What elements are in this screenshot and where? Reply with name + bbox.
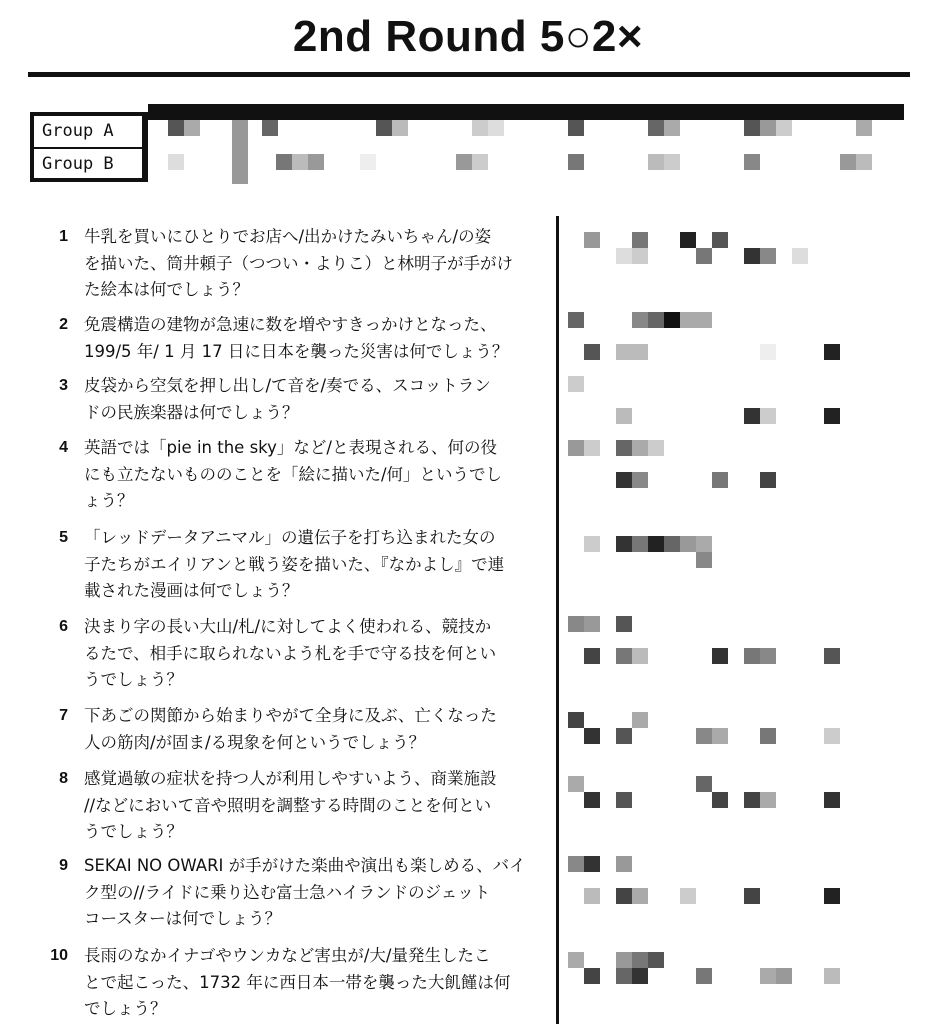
title-rule	[28, 72, 910, 77]
redaction-band	[148, 104, 904, 120]
question-number: 9	[59, 857, 68, 874]
question-text: 感覚過敏の症状を持つ人が利用しやすいよう、商業施設 //などにおいて音や照明を調整する時間のことを何とい うでしょう？	[84, 769, 497, 841]
question-text: 「レッドデータアニマル」の遺伝子を打ち込まれた女の 子たちがエイリアンと戦う姿を描いた、『なかよし』で連 載された漫画は何でしょう？	[84, 528, 505, 600]
question-number: 5	[59, 529, 68, 546]
question-number: 4	[59, 439, 68, 456]
question-number: 1	[59, 228, 68, 245]
group-b-label: Group B	[34, 147, 142, 180]
question-number: 10	[50, 947, 68, 964]
column-divider	[556, 216, 559, 1024]
group-label-box	[30, 112, 148, 182]
group-mosaic	[150, 120, 904, 186]
question-number: 8	[59, 770, 68, 787]
question-text: 皮袋から空気を押し出し/て音を/奏でる、スコットラン ドの民族楽器は何でしょう？	[84, 376, 491, 422]
question-number: 7	[59, 707, 68, 724]
question-number: 2	[59, 316, 68, 333]
group-a-label: Group A	[42, 121, 114, 141]
question-text: 牛乳を買いにひとりでお店へ/出かけたみいちゃん/の姿 を描いた、筒井頼子（つつい・よりこ）と林明子が手がけ た絵本は何でしょう？	[84, 227, 513, 299]
question-text: 決まり字の長い大山/札/に対してよく使われる、競技か るたで、相手に取られないよう札を手で守る技を何とい うでしょう？	[84, 617, 497, 689]
question-text: 長雨のなかイナゴやウンカなど害虫が/大/量発生したこ とで起こった、1732 年に西日本一帯を襲った大飢饉は何 でしょう？	[84, 946, 511, 1018]
page-title: 2nd Round 5○2×	[292, 12, 644, 61]
question-text: 免震構造の建物が急速に数を増やすきっかけとなった、 199/5 年/ 1 月 17 日に日本を襲った災害は何でしょう？	[84, 315, 509, 361]
question-number: 6	[59, 618, 68, 635]
question-number: 3	[59, 377, 68, 394]
question-text: 下あごの関節から始まりやがて全身に及ぶ、亡くなった 人の筋肉/が固ま/る現象を何というでしょう？	[84, 706, 497, 752]
question-text: 英語では「pie in the sky」など/と表現される、何の役 にも立たないもののことを「絵に描いた/何」というでし ょう？	[84, 438, 503, 510]
question-text: SEKAI NO OWARI が手がけた楽曲や演出も楽しめる、バイ ク型の//ライドに乗り込む富士急ハイランドのジェット コースターは何でしょう？	[84, 856, 526, 928]
answers-mosaic	[566, 225, 866, 1024]
